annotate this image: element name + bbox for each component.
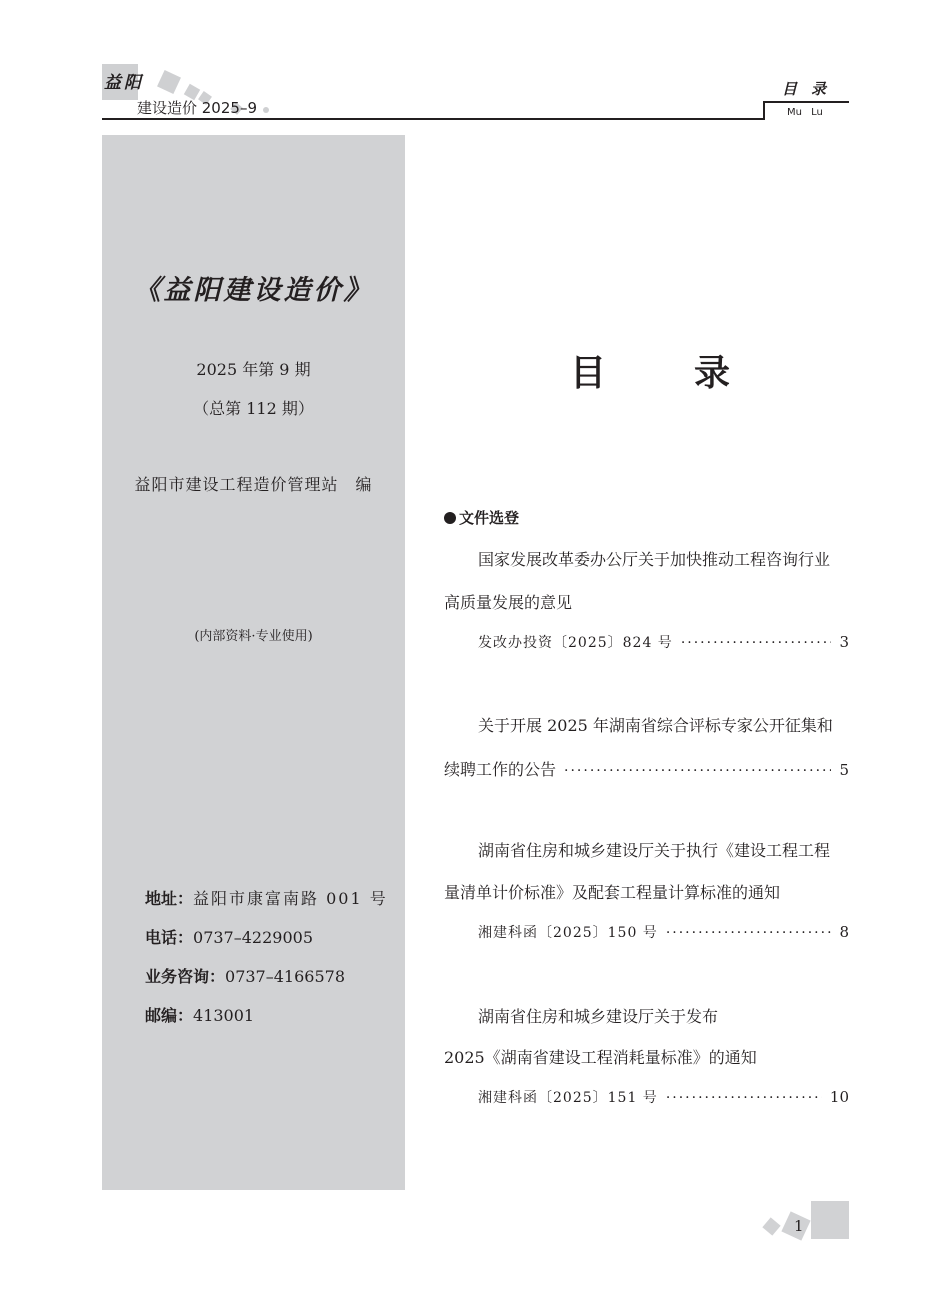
document-number: 发改办投资〔2025〕824 号 xyxy=(478,635,673,651)
contact-postcode xyxy=(145,1003,254,1026)
toc-section-heading xyxy=(444,507,519,528)
toc-entry-ref-line[interactable] xyxy=(444,632,849,652)
document-number: 湘建科函〔2025〕150 号 xyxy=(478,925,658,941)
section-label: 文件选登 xyxy=(459,509,520,527)
consult-label: 业务咨询： xyxy=(145,967,226,986)
toc-title: 目录 xyxy=(570,353,819,394)
toc-entry-title-cont[interactable]: 2025《湖南省建设工程消耗量标准》的通知 xyxy=(444,1048,757,1067)
header-section-title: 目录 xyxy=(782,80,841,98)
header-rule-step xyxy=(763,101,765,120)
decorative-square xyxy=(762,1217,780,1235)
document-number: 湘建科函〔2025〕151 号 xyxy=(478,1090,658,1106)
contact-phone xyxy=(145,925,313,948)
page-number: 3 xyxy=(839,633,849,651)
total-issue-number: （总第 112 期） xyxy=(193,399,314,418)
dot-leader xyxy=(564,763,831,779)
decorative-square xyxy=(263,107,269,113)
toc-entry-title[interactable]: 湖南省住房和城乡建设厅关于发布 xyxy=(478,1007,719,1026)
phone-label: 电话： xyxy=(145,928,194,947)
consult-value: 0737–4166578 xyxy=(225,967,345,986)
info-panel xyxy=(102,135,405,1190)
toc-entry-title[interactable]: 湖南省住房和城乡建设厅关于执行《建设工程工程 xyxy=(478,841,831,860)
postcode-label: 邮编： xyxy=(145,1006,194,1025)
dot-leader xyxy=(666,925,832,941)
page-number-box xyxy=(811,1201,849,1239)
toc-entry-ref-line[interactable] xyxy=(444,757,849,780)
header-logo-text: 益阳 xyxy=(104,73,144,93)
editor-credit: 益阳市建设工程造价管理站 编 xyxy=(134,475,373,494)
internal-use-note: (内部资料·专业使用) xyxy=(194,629,313,644)
magazine-title: 《益阳建设造价》 xyxy=(133,275,374,306)
issue-number: 2025 年第 9 期 xyxy=(196,360,311,379)
decorative-square xyxy=(157,70,181,94)
header-rule xyxy=(102,118,765,120)
postcode-value: 413001 xyxy=(193,1006,255,1025)
toc-entry-title[interactable]: 国家发展改革委办公厅关于加快推动工程咨询行业 xyxy=(478,550,831,569)
contact-address xyxy=(145,886,388,909)
dot-leader xyxy=(681,635,832,651)
bullet-icon xyxy=(444,512,456,524)
header-rule-right xyxy=(763,101,849,103)
header-section-pinyin: Mu Lu xyxy=(787,107,823,118)
address-value: 益阳市康富南路 001 号 xyxy=(193,889,388,908)
dot-leader xyxy=(666,1090,822,1106)
page-number: 8 xyxy=(839,923,849,941)
toc-entry-ref-line[interactable] xyxy=(444,922,849,942)
footer-page-number: 1 xyxy=(794,1217,804,1235)
toc-entry-title[interactable]: 关于开展 2025 年湖南省综合评标专家公开征集和 xyxy=(478,716,833,735)
phone-value: 0737–4229005 xyxy=(193,928,313,947)
address-label: 地址： xyxy=(145,889,194,908)
contact-consult xyxy=(145,964,345,987)
toc-entry-ref-line[interactable] xyxy=(444,1087,849,1107)
toc-entry-title-cont: 续聘工作的公告 xyxy=(444,760,557,779)
toc-entry-title-cont[interactable]: 量清单计价标准》及配套工程量计算标准的通知 xyxy=(444,883,781,902)
page-number: 10 xyxy=(829,1088,849,1106)
toc-entry-title-cont[interactable]: 高质量发展的意见 xyxy=(444,593,573,612)
page-number: 5 xyxy=(839,761,849,779)
header-subtitle: 建设造价 2025–9 xyxy=(137,99,257,117)
